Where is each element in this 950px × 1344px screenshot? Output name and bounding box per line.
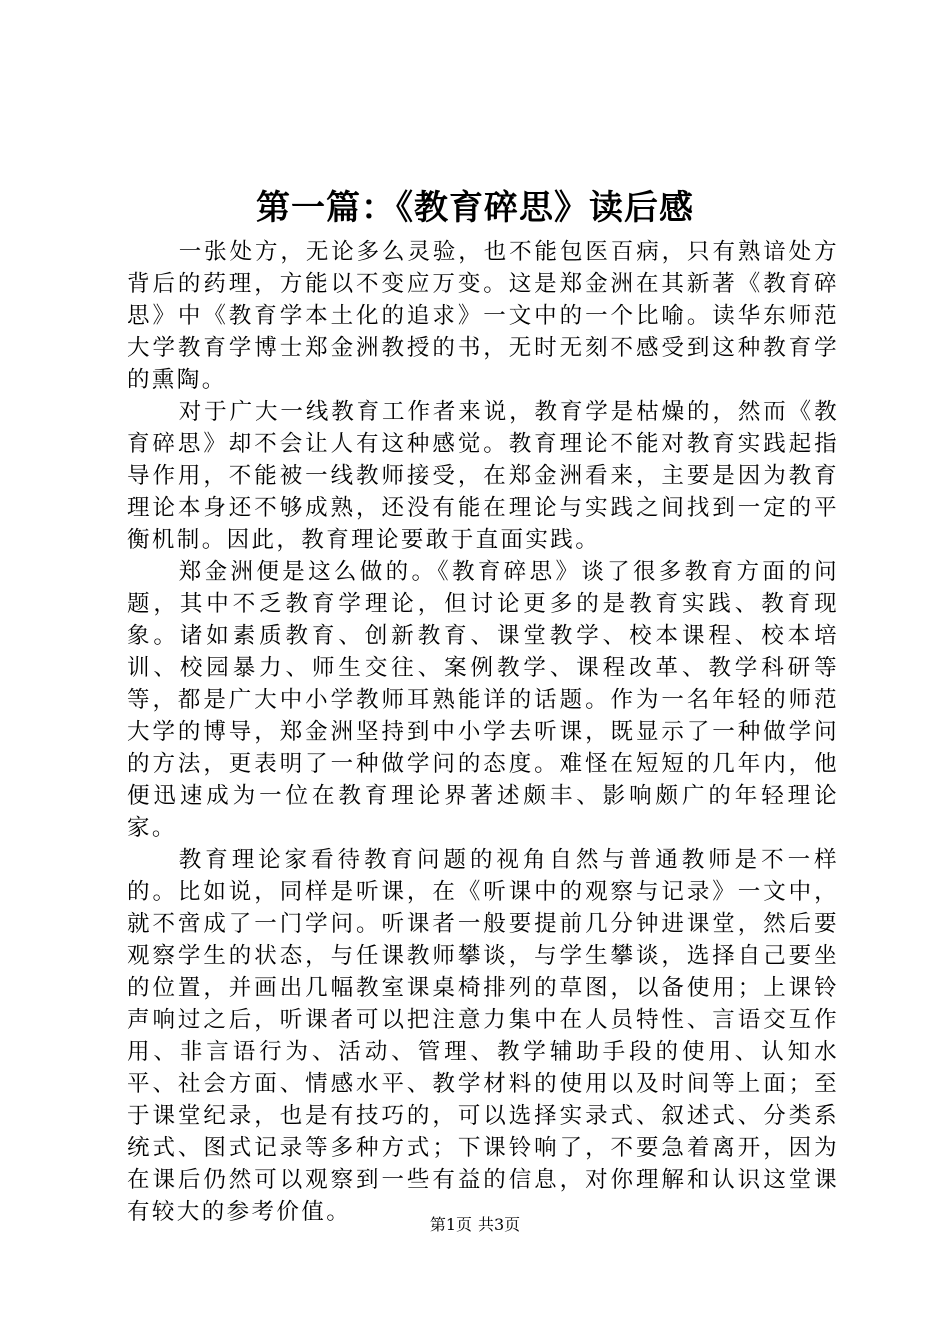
paragraph: 一张处方，无论多么灵验，也不能包医百病，只有熟谙处方背后的药理，方能以不变应万变。这是郑金洲在其新著《教育碎思》中《教育学本土化的追求》一文中的一个比喻。读华东师范大学教育学博士郑金洲教授的书，无时无刻不感受到这种教育学的熏陶。 xyxy=(127,239,839,393)
paragraph: 教育理论家看待教育问题的视角自然与普通教师是不一样的。比如说，同样是听课，在《听课中的观察与记录》一文中，就不啻成了一门学问。听课者一般要提前几分钟进课堂，然后要观察学生的状态，与任课教师攀谈，与学生攀谈，选择自己要坐的位置，并画出几幅教室课桌椅排列的草图，以备使用；上课铃声响过之后，听课者可以把注意力集中在人员特性、言语交互作用、非言语行为、活动、管理、教学辅助手段的使用、认知水平、社会方面、情感水平、教学材料的使用以及时间等上面；至于课堂纪录，也是有技巧的，可以选择实录式、叙述式、分类系统式、图式记录等多种方式；下课铃响了，不要急着离开，因为在课后仍然可以观察到一些有益的信息，对你理解和认识这堂课有较大的参考价值。 xyxy=(127,847,839,1225)
paragraph: 对于广大一线教育工作者来说，教育学是枯燥的，然而《教育碎思》却不会让人有这种感觉。教育理论不能对教育实践起指导作用，不能被一线教师接受，在郑金洲看来，主要是因为教育理论本身还不够成熟，还没有能在理论与实践之间找到一定的平衡机制。因此，教育理论要敢于直面实践。 xyxy=(127,399,839,553)
page-footer xyxy=(0,1213,950,1237)
document-body xyxy=(127,236,839,1228)
paragraph: 郑金洲便是这么做的。《教育碎思》谈了很多教育方面的问题，其中不乏教育学理论，但讨论更多的是教育实践、教育现象。诸如素质教育、创新教育、课堂教学、校本课程、校本培训、校园暴力、师生交往、案例教学、课程改革、教学科研等等，都是广大中小学教师耳熟能详的话题。作为一名年轻的师范大学的博导，郑金洲坚持到中小学去听课，既显示了一种做学问的方法，更表明了一种做学问的态度。难怪在短短的几年内，他便迅速成为一位在教育理论界著述颇丰、影响颇广的年轻理论家。 xyxy=(127,559,839,841)
document-title: 第一篇：《教育碎思》读后感 xyxy=(256,188,694,228)
page-number: 第1页 xyxy=(429,1215,472,1234)
page-count: 共3页 xyxy=(478,1215,521,1234)
